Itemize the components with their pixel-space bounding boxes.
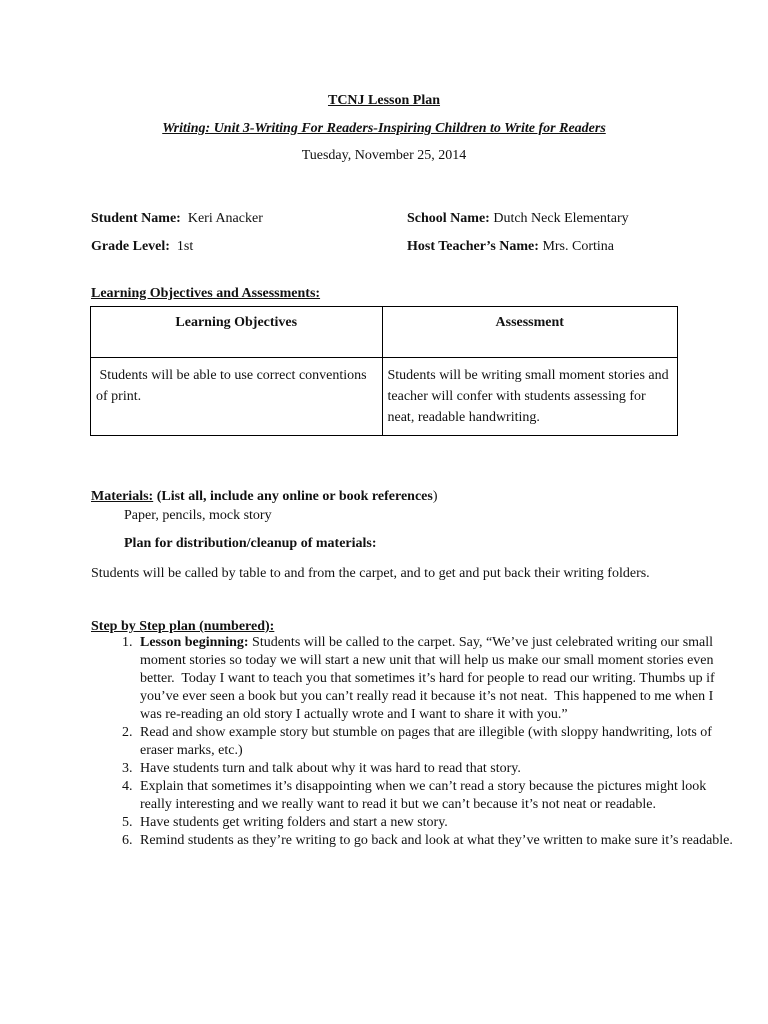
- steps-list: [91, 634, 736, 850]
- objectives-heading: Learning Objectives and Assessments:: [91, 286, 321, 301]
- materials-label: Materials:: [91, 489, 154, 504]
- materials-line: [91, 489, 438, 505]
- host-teacher-value: Mrs. Cortina: [542, 239, 614, 254]
- steps-heading: Step by Step plan (numbered):: [91, 619, 275, 634]
- list-item: 6. Remind students as they’re writing to go back and look at what they’ve written to make sure it’s readable.: [136, 832, 736, 850]
- student-name-label: Student Name:: [91, 211, 181, 226]
- student-name-field: [91, 211, 263, 227]
- objectives-table: [90, 306, 678, 436]
- document-subtitle: Writing: Unit 3-Writing For Readers-Inspiring Children to Write for Readers: [162, 121, 606, 136]
- step1-text: Students will be called to the carpet. Say, “We’ve just celebrated writing our small moment stories so today we will start a new unit that will help us make our small moment stories even better. Today I want to teach you that sometimes it’s hard for people to read our writing. Thumbs up if you’ve ever seen a book but you can’t really read it because it’s not neat. This happened to me when I was re-reading an old story I actually wrote and I want to share it with you.”: [140, 635, 719, 722]
- school-name-label: School Name:: [407, 211, 490, 226]
- list-item: [136, 634, 736, 724]
- host-teacher-field: [407, 239, 614, 255]
- lesson-date: Tuesday, November 25, 2014: [301, 148, 467, 163]
- host-teacher-label: Host Teacher’s Name:: [407, 239, 539, 254]
- objectives-column-header: Learning Objectives: [91, 307, 383, 358]
- materials-note: (List all, include any online or book references: [153, 489, 433, 504]
- student-name-value: Keri Anacker: [187, 211, 263, 226]
- table-header-row: [91, 307, 678, 358]
- school-name-value: Dutch Neck Elementary: [493, 211, 629, 226]
- list-item: 4. Explain that sometimes it’s disappointing when we can’t read a story because the pictures might look really interesting and we really want to read it but we can’t because it’s not neat or readable.: [136, 778, 736, 814]
- distribution-text: Students will be called by table to and from the carpet, and to get and put back their writing folders.: [91, 566, 650, 581]
- distribution-heading: Plan for distribution/cleanup of materials:: [124, 536, 377, 551]
- list-item: 5. Have students get writing folders and start a new story.: [136, 814, 736, 832]
- table-row: [91, 358, 678, 436]
- list-item: 3. Have students turn and talk about why it was hard to read that story.: [136, 760, 736, 778]
- materials-note-close: ): [432, 489, 438, 504]
- step1-lead: Lesson beginning:: [140, 635, 249, 650]
- materials-list: Paper, pencils, mock story: [124, 508, 272, 523]
- assessment-cell: Students will be writing small moment stories and teacher will confer with students assessing for neat, readable handwriting.: [382, 358, 678, 436]
- objective-cell: Students will be able to use correct conventions of print.: [91, 358, 383, 436]
- assessment-column-header: Assessment: [382, 307, 678, 358]
- list-item: 2. Read and show example story but stumble on pages that are illegible (with sloppy handwriting, lots of eraser marks, etc.): [136, 724, 736, 760]
- grade-level-label: Grade Level:: [91, 239, 170, 254]
- grade-level-field: [91, 239, 193, 255]
- document-title: TCNJ Lesson Plan: [327, 93, 441, 108]
- grade-level-value: 1st: [176, 239, 194, 254]
- school-name-field: [407, 211, 629, 227]
